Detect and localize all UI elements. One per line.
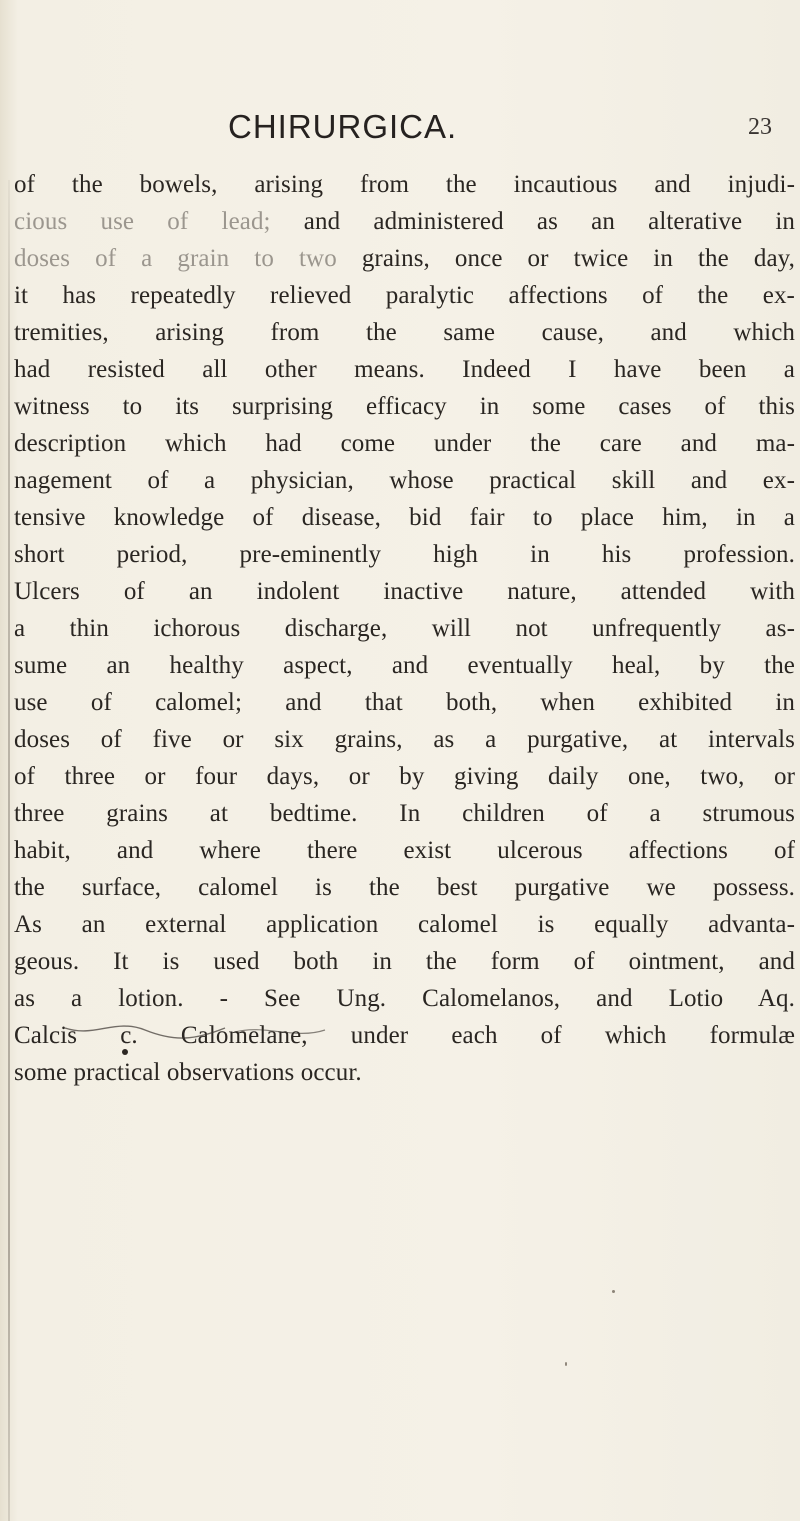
line-text: had resisted all other means. Indeed I have been a [14,356,795,383]
text-line [14,647,795,684]
text-line [14,203,795,240]
text-line [14,721,795,758]
line-text: it has repeatedly relieved paralytic affections of the ex- [14,282,795,309]
paper-speck [612,1290,615,1293]
text-line [14,1017,795,1054]
text-line [14,980,795,1017]
line-text: some practical observations occur. [14,1059,362,1086]
line-text: short period, pre-eminently high in his profession. [14,541,795,568]
text-line [14,610,795,647]
text-line [14,351,795,388]
line-text: use of calomel; and that both, when exhibited in [14,689,795,716]
line-text: of three or four days, or by giving daily one, two, or [14,763,795,790]
line-text: Ulcers of an indolent inactive nature, attended with [14,578,795,605]
line-text: tremities, arising from the same cause, and which [14,319,795,346]
running-head [0,108,800,148]
text-line [14,906,795,943]
page-number: 23 [748,114,772,140]
line-text: three grains at bedtime. In children of a strumous [14,800,795,827]
text-line [14,240,795,277]
line-text: sume an healthy aspect, and eventually heal, by the [14,652,795,679]
text-line [14,166,795,203]
text-line [14,943,795,980]
line-text: the surface, calomel is the best purgative we possess. [14,874,795,901]
binding-shadow [8,180,10,1521]
text-line [14,869,795,906]
text-line [14,795,795,832]
line-text: tensive knowledge of disease, bid fair to place him, in a [14,504,795,531]
text-line [14,277,795,314]
line-text: witness to its surprising efficacy in some cases of this [14,393,795,420]
text-line [14,314,795,351]
text-line [14,832,795,869]
line-text: As an external application calomel is equally advanta- [14,911,795,938]
faded-text: doses of a grain to two [14,245,337,272]
text-line [14,462,795,499]
text-line [14,573,795,610]
line-text: of the bowels, arising from the incautious and injudi- [14,171,795,198]
text-line [14,758,795,795]
body-text [14,166,795,1091]
text-line [14,536,795,573]
line-text: geous. It is used both in the form of ointment, and [14,948,795,975]
paper-speck [565,1362,567,1366]
line-text: a thin ichorous discharge, will not unfrequently as- [14,615,795,642]
faded-text: cious use of lead; [14,208,271,235]
line-text: description which had come under the care and ma- [14,430,795,457]
line-text: Calcis c. Calomelane, under each of which formulæ [14,1022,795,1049]
line-text: nagement of a physician, whose practical skill and ex- [14,467,795,494]
text-line [14,425,795,462]
text-line [14,684,795,721]
line-text: doses of five or six grains, as a purgative, at intervals [14,726,795,753]
line-text: and administered as an alterative in [270,208,795,235]
line-text: grains, once or twice in the day, [336,245,795,272]
line-text: as a lotion. - See Ung. Calomelanos, and Lotio Aq. [14,985,795,1012]
running-title: CHIRURGICA. [228,108,458,145]
text-line [14,499,795,536]
line-text: habit, and where there exist ulcerous affections of [14,837,795,864]
text-line [14,1054,795,1091]
text-line [14,388,795,425]
